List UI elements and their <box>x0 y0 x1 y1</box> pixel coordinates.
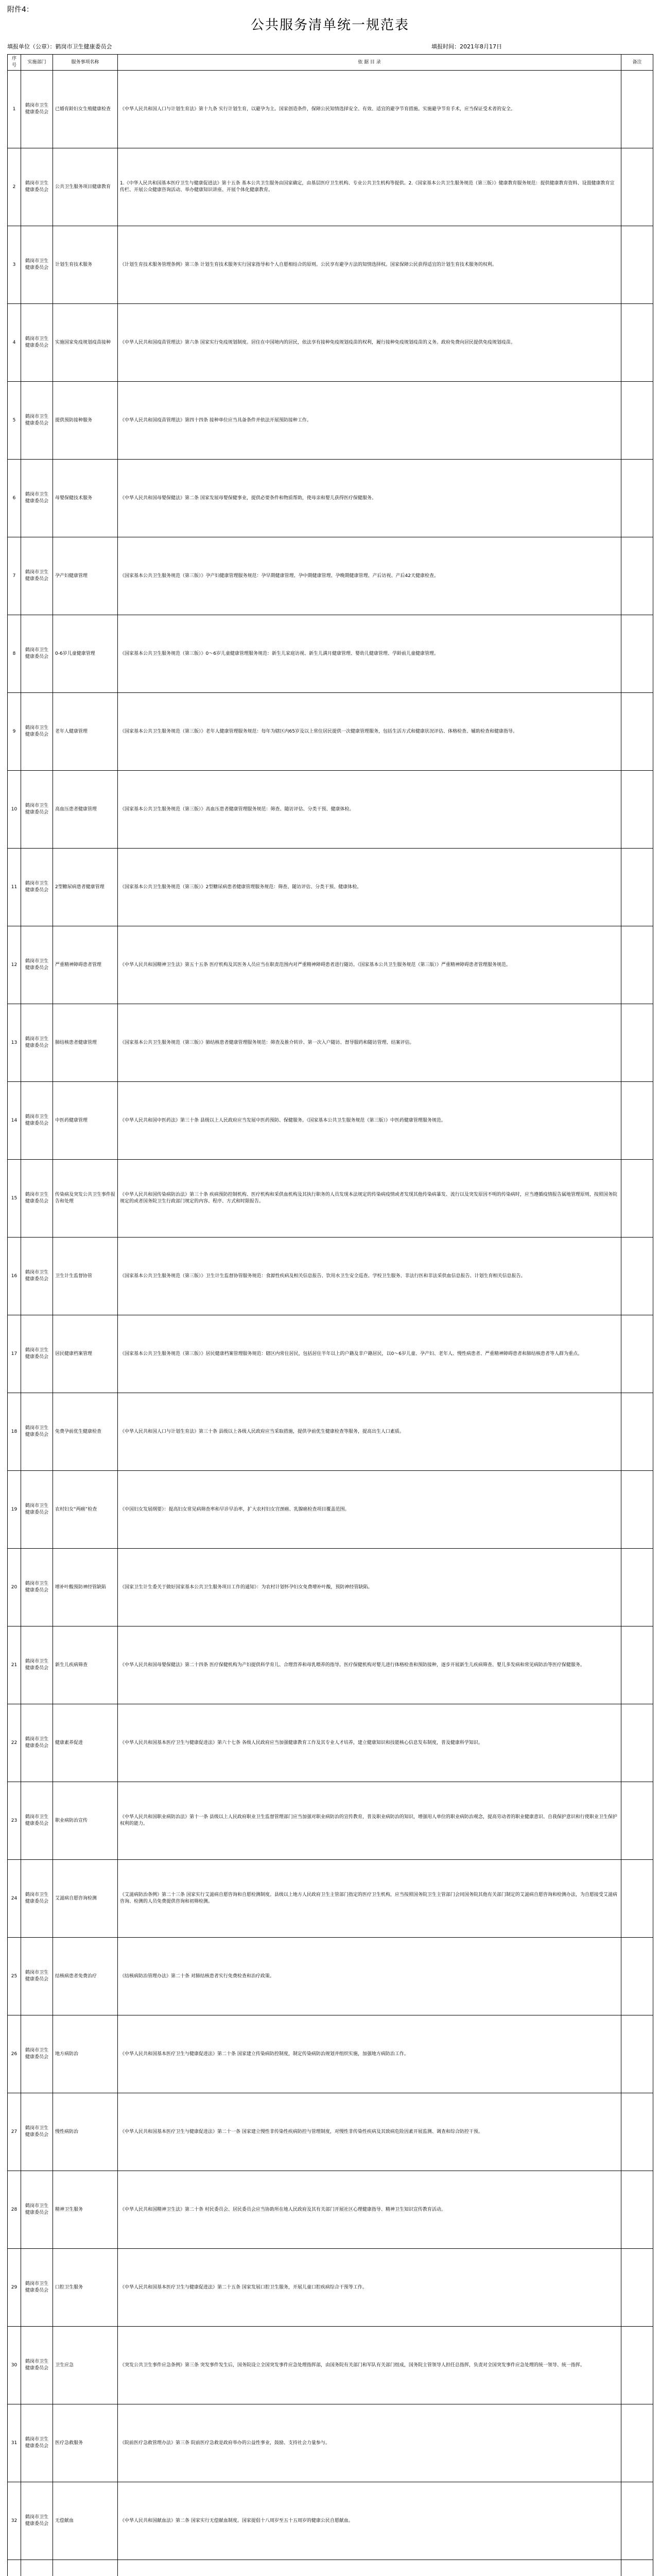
row-service-name: 孕产妇健康管理 <box>53 537 118 615</box>
row-index: 4 <box>8 304 21 382</box>
row-service-name: 职业病防治宣传 <box>53 1782 118 1860</box>
table-row <box>8 693 653 771</box>
row-basis: 《国家基本公共卫生服务规范（第三版）》0～6岁儿童健康管理服务规范：新生儿家庭访视、新生儿满月健康管理、婴幼儿健康管理、学龄前儿童健康管理。 <box>118 615 621 693</box>
row-index: 20 <box>8 1549 21 1626</box>
row-note <box>621 1782 653 1860</box>
row-basis: 《国家基本公共卫生服务规范（第三版）》居民健康档案管理服务规范：辖区内常住居民，包括居住半年以上的户籍及非户籍居民，以0～6岁儿童、孕产妇、老年人、慢性病患者、严重精神障碍患者和肺结核患者等人群为重点。 <box>118 1315 621 1393</box>
row-note <box>621 1315 653 1393</box>
row-service-name: 结核病患者免费治疗 <box>53 1938 118 2015</box>
row-service-name: 免费孕前优生健康检查 <box>53 1393 118 1471</box>
row-note <box>621 2171 653 2249</box>
row-note <box>621 2249 653 2327</box>
row-service-name: 高血压患者健康管理 <box>53 771 118 849</box>
row-index <box>8 2560 21 2576</box>
row-index: 19 <box>8 1471 21 1549</box>
header-name: 服务事项名称 <box>53 55 118 71</box>
row-dept: 鹤岗市卫生健康委员会 <box>21 1160 53 1238</box>
table-row <box>8 382 653 460</box>
table-row <box>8 148 653 226</box>
row-index: 1 <box>8 71 21 148</box>
table-row <box>8 1393 653 1471</box>
row-note <box>621 615 653 693</box>
header-basis: 依 据 目 录 <box>118 55 621 71</box>
row-index: 6 <box>8 460 21 537</box>
table-row <box>8 1471 653 1549</box>
table-row <box>8 2015 653 2093</box>
table-row <box>8 771 653 849</box>
row-basis: 《国家卫生计生委关于做好国家基本公共卫生服务项目工作的通知》：为农村计划怀孕妇女免费增补叶酸，预防神经管缺陷。 <box>118 1549 621 1626</box>
row-dept: 鹤岗市卫生健康委员会 <box>21 2482 53 2560</box>
row-index: 28 <box>8 2171 21 2249</box>
table-row <box>8 1938 653 2015</box>
attachment-label: 附件4： <box>7 6 33 14</box>
row-index: 3 <box>8 226 21 304</box>
row-note <box>621 1238 653 1315</box>
row-service-name: 0-6岁儿童健康管理 <box>53 615 118 693</box>
table-row <box>8 1549 653 1626</box>
row-note <box>621 1704 653 1782</box>
table-row <box>8 1082 653 1160</box>
table-row <box>8 537 653 615</box>
row-basis: 《国家基本公共卫生服务规范（第三版）》孕产妇健康管理服务规范：孕早期健康管理、孕中期健康管理、孕晚期健康管理、产后访视、产后42天健康检查。 <box>118 537 621 615</box>
row-index: 29 <box>8 2249 21 2327</box>
row-index: 23 <box>8 1782 21 1860</box>
row-basis: 《中华人民共和国职业病防治法》第十一条 县级以上人民政府职业卫生监督管理部门应当加强对职业病防治的宣传教育，普及职业病防治的知识，增强用人单位的职业病防治观念，提高劳动者的职业健康意识、自我保护意识和行使职业卫生保护权利的能力。 <box>118 1782 621 1860</box>
table-row <box>8 1160 653 1238</box>
row-basis: 1.《中华人民共和国基本医疗卫生与健康促进法》第十五条 基本公共卫生服务由国家确定，由基层医疗卫生机构、专业公共卫生机构等提供。2.《国家基本公共卫生服务规范（第三版）》健康教育服务规范：提供健康教育资料、设置健康教育宣传栏、开展公众健康咨询活动、举办健康知识讲座、开展个体化健康教育。 <box>118 148 621 226</box>
row-index: 5 <box>8 382 21 460</box>
table-row <box>8 2404 653 2482</box>
row-dept: 鹤岗市卫生健康委员会 <box>21 1626 53 1704</box>
row-basis: 《中华人民共和国基本医疗卫生与健康促进法》第二十五条 国家发展口腔卫生服务，开展儿童口腔疾病综合干预等工作。 <box>118 2249 621 2327</box>
row-service-name: 计划生育技术服务 <box>53 226 118 304</box>
row-index: 30 <box>8 2327 21 2404</box>
row-note <box>621 1160 653 1238</box>
row-service-name: 肺结核患者健康管理 <box>53 1004 118 1082</box>
row-note <box>621 1082 653 1160</box>
table-body <box>8 71 653 2576</box>
row-dept: 鹤岗市卫生健康委员会 <box>21 1938 53 2015</box>
header-index: 序号 <box>8 55 21 71</box>
row-dept: 鹤岗市卫生健康委员会 <box>21 2249 53 2327</box>
row-dept: 鹤岗市卫生健康委员会 <box>21 537 53 615</box>
row-note <box>621 1860 653 1938</box>
row-note <box>621 2093 653 2171</box>
row-basis: 《中华人民共和国基本医疗卫生与健康促进法》第二十条 国家建立传染病防控制度，制定传染病防治规划并组织实施，加强地方病防治工作。 <box>118 2015 621 2093</box>
header-note: 备注 <box>621 55 653 71</box>
table-row <box>8 1004 653 1082</box>
row-basis: 《中华人民共和国母婴保健法》第二条 国家发展母婴保健事业，提供必要条件和物质帮助，使母亲和婴儿获得医疗保健服务。 <box>118 460 621 537</box>
row-basis: 《中华人民共和国人口与计划生育法》第三十条 县级以上各级人民政府应当采取措施，提供孕前优生健康检查等服务，提高出生人口素质。 <box>118 1393 621 1471</box>
row-index: 32 <box>8 2482 21 2560</box>
row-service-name: 提供预防接种服务 <box>53 382 118 460</box>
row-note <box>621 771 653 849</box>
table-row <box>8 849 653 926</box>
row-basis: 《中华人民共和国人口与计划生育法》第十九条 实行计划生育，以避孕为主。国家创造条件，保障公民知情选择安全、有效、适宜的避孕节育措施。实施避孕节育手术，应当保证受术者的安全。 <box>118 71 621 148</box>
row-dept: 鹤岗市卫生健康委员会 <box>21 1549 53 1626</box>
row-basis: 《中华人民共和国传染病防治法》第三十条 疾病预防控制机构、医疗机构和采供血机构及其执行职务的人员发现本法规定的传染病疫情或者发现其他传染病暴发、流行以及突发原因不明的传染病时，应当遵循疫情报告属地管理原则，按照国务院规定的或者国务院卫生行政部门规定的内容、程序、方式和时限报告。 <box>118 1160 621 1238</box>
row-basis: 《国家基本公共卫生服务规范（第三版）》肺结核患者健康管理服务规范：筛查及推介转诊、第一次入户随访、督导服药和随访管理、结案评估。 <box>118 1004 621 1082</box>
row-basis: 《中华人民共和国精神卫生法》第五十五条 医疗机构及其医务人员应当在职责范围内对严重精神障碍患者进行随访。《国家基本公共卫生服务规范（第三版）》严重精神障碍患者管理服务规范。 <box>118 926 621 1004</box>
row-dept: 鹤岗市卫生健康委员会 <box>21 71 53 148</box>
row-basis: 《国家基本公共卫生服务规范（第三版）》2型糖尿病患者健康管理服务规范：筛查、随访评估、分类干预、健康体检。 <box>118 849 621 926</box>
row-basis <box>118 2560 621 2576</box>
row-note <box>621 1393 653 1471</box>
row-service-name: 已婚育龄妇女生殖健康检查 <box>53 71 118 148</box>
row-note <box>621 304 653 382</box>
row-basis: 《中华人民共和国疫苗管理法》第四十四条 接种单位应当具备条件并依法开展预防接种工作。 <box>118 382 621 460</box>
row-index: 8 <box>8 615 21 693</box>
table-row <box>8 2560 653 2576</box>
row-dept: 鹤岗市卫生健康委员会 <box>21 1082 53 1160</box>
table-header-row <box>8 55 653 71</box>
row-dept: 鹤岗市卫生健康委员会 <box>21 1315 53 1393</box>
table-row <box>8 2249 653 2327</box>
row-dept: 鹤岗市卫生健康委员会 <box>21 382 53 460</box>
row-basis: 《中华人民共和国基本医疗卫生与健康促进法》第二十一条 国家建立慢性非传染性疾病防控与管理制度，对慢性非传染性疾病及其致病危险因素开展监测、调查和综合防控干预。 <box>118 2093 621 2171</box>
row-service-name: 增补叶酸预防神经管缺陷 <box>53 1549 118 1626</box>
table-row <box>8 2093 653 2171</box>
page-title: 公共服务清单统一规范表 <box>250 18 409 33</box>
row-index: 21 <box>8 1626 21 1704</box>
row-index: 12 <box>8 926 21 1004</box>
row-service-name: 居民健康档案管理 <box>53 1315 118 1393</box>
row-dept: 鹤岗市卫生健康委员会 <box>21 2171 53 2249</box>
row-dept: 鹤岗市卫生健康委员会 <box>21 460 53 537</box>
row-service-name: 卫生计生监督协管 <box>53 1238 118 1315</box>
row-note <box>621 693 653 771</box>
row-basis: 《中华人民共和国疫苗管理法》第六条 国家实行免疫规划制度。居住在中国境内的居民，依法享有接种免疫规划疫苗的权利，履行接种免疫规划疫苗的义务。政府免费向居民提供免疫规划疫苗。 <box>118 304 621 382</box>
row-service-name: 地方病防治 <box>53 2015 118 2093</box>
row-note <box>621 226 653 304</box>
row-note <box>621 2404 653 2482</box>
row-note <box>621 1549 653 1626</box>
row-service-name: 卫生应急 <box>53 2327 118 2404</box>
row-index: 24 <box>8 1860 21 1938</box>
row-index: 13 <box>8 1004 21 1082</box>
row-basis: 《艾滋病防治条例》第二十三条 国家实行艾滋病自愿咨询和自愿检测制度。县级以上地方人民政府卫生主管部门指定的医疗卫生机构，应当按照国务院卫生主管部门会同国务院其他有关部门制定的艾滋病自愿咨询和检测办法，为自愿接受艾滋病咨询、检测的人员免费提供咨询和初筛检测。 <box>118 1860 621 1938</box>
row-note <box>621 2482 653 2560</box>
filling-date: 填报时间：2021年8月17日 <box>431 43 502 50</box>
table-row <box>8 2482 653 2560</box>
row-index: 16 <box>8 1238 21 1315</box>
service-list-table <box>7 54 653 2576</box>
row-dept: 鹤岗市卫生健康委员会 <box>21 693 53 771</box>
row-index: 2 <box>8 148 21 226</box>
row-basis: 《中华人民共和国母婴保健法》第二十四条 医疗保健机构为产妇提供科学育儿、合理营养和母乳喂养的指导。医疗保健机构对婴儿进行体格检查和预防接种，逐步开展新生儿疾病筛查、婴儿多发病和常见病防治等医疗保健服务。 <box>118 1626 621 1704</box>
row-service-name: 公共卫生服务项目健康教育 <box>53 148 118 226</box>
filling-unit: 填报单位（公章）：鹤岗市卫生健康委员会 <box>7 43 112 50</box>
table-row <box>8 1704 653 1782</box>
row-dept <box>21 2560 53 2576</box>
row-dept: 鹤岗市卫生健康委员会 <box>21 2404 53 2482</box>
row-service-name: 医疗急救服务 <box>53 2404 118 2482</box>
row-note <box>621 2015 653 2093</box>
row-basis: 《突发公共卫生事件应急条例》第三条 突发事件发生后，国务院设立全国突发事件应急处理指挥部，由国务院有关部门和军队有关部门组成，国务院主管领导人担任总指挥，负责对全国突发事件应急处理的统一领导、统一指挥。 <box>118 2327 621 2404</box>
row-service-name: 健康素养促进 <box>53 1704 118 1782</box>
table-row <box>8 1315 653 1393</box>
row-dept: 鹤岗市卫生健康委员会 <box>21 2093 53 2171</box>
row-index: 25 <box>8 1938 21 2015</box>
row-note <box>621 2327 653 2404</box>
row-dept: 鹤岗市卫生健康委员会 <box>21 1782 53 1860</box>
row-service-name: 母婴保健技术服务 <box>53 460 118 537</box>
row-note <box>621 382 653 460</box>
row-index: 27 <box>8 2093 21 2171</box>
row-service-name: 传染病及突发公共卫生事件报告和处理 <box>53 1160 118 1238</box>
row-service-name: 中医药健康管理 <box>53 1082 118 1160</box>
row-index: 18 <box>8 1393 21 1471</box>
row-service-name: 严重精神障碍患者管理 <box>53 926 118 1004</box>
row-index: 31 <box>8 2404 21 2482</box>
table-row <box>8 2327 653 2404</box>
header-dept: 实施部门 <box>21 55 53 71</box>
row-basis: 《国家基本公共卫生服务规范（第三版）》高血压患者健康管理服务规范：筛查、随访评估、分类干预、健康体检。 <box>118 771 621 849</box>
table-row <box>8 1782 653 1860</box>
row-index: 10 <box>8 771 21 849</box>
row-dept: 鹤岗市卫生健康委员会 <box>21 1860 53 1938</box>
row-dept: 鹤岗市卫生健康委员会 <box>21 2015 53 2093</box>
row-index: 7 <box>8 537 21 615</box>
row-index: 26 <box>8 2015 21 2093</box>
table-row <box>8 71 653 148</box>
row-index: 22 <box>8 1704 21 1782</box>
row-basis: 《中国妇女发展纲要》：提高妇女常见病筛查率和早诊早治率，扩大农村妇女宫颈癌、乳腺癌检查项目覆盖范围。 <box>118 1471 621 1549</box>
row-service-name: 2型糖尿病患者健康管理 <box>53 849 118 926</box>
table-row <box>8 615 653 693</box>
row-note <box>621 1004 653 1082</box>
row-dept: 鹤岗市卫生健康委员会 <box>21 1393 53 1471</box>
row-service-name: 慢性病防治 <box>53 2093 118 2171</box>
row-note <box>621 1938 653 2015</box>
table-row <box>8 2171 653 2249</box>
row-service-name: 艾滋病自愿咨询检测 <box>53 1860 118 1938</box>
row-basis: 《中华人民共和国献血法》第二条 国家实行无偿献血制度。国家提倡十八周岁至五十五周岁的健康公民自愿献血。 <box>118 2482 621 2560</box>
row-service-name: 老年人健康管理 <box>53 693 118 771</box>
row-note <box>621 926 653 1004</box>
row-service-name <box>53 2560 118 2576</box>
row-dept: 鹤岗市卫生健康委员会 <box>21 771 53 849</box>
row-index: 15 <box>8 1160 21 1238</box>
row-note <box>621 1626 653 1704</box>
row-basis: 《结核病防治管理办法》第二十条 对肺结核患者实行免费检查和治疗政策。 <box>118 1938 621 2015</box>
table-row <box>8 926 653 1004</box>
row-dept: 鹤岗市卫生健康委员会 <box>21 1238 53 1315</box>
row-basis: 《中华人民共和国基本医疗卫生与健康促进法》第六十七条 各级人民政府应当加强健康教育工作及其专业人才培养，建立健康知识和技能核心信息发布制度，普及健康科学知识。 <box>118 1704 621 1782</box>
row-note <box>621 2560 653 2576</box>
row-dept: 鹤岗市卫生健康委员会 <box>21 304 53 382</box>
row-note <box>621 148 653 226</box>
row-note <box>621 849 653 926</box>
row-service-name: 实施国家免疫规划疫苗接种 <box>53 304 118 382</box>
row-dept: 鹤岗市卫生健康委员会 <box>21 226 53 304</box>
row-basis: 《国家基本公共卫生服务规范（第三版）》卫生计生监督协管服务规范：食源性疾病及相关信息报告、饮用水卫生安全巡查、学校卫生服务、非法行医和非法采供血信息报告、计划生育相关信息报告。 <box>118 1238 621 1315</box>
row-service-name: 农村妇女“两癌”检查 <box>53 1471 118 1549</box>
table-row <box>8 460 653 537</box>
row-service-name: 精神卫生服务 <box>53 2171 118 2249</box>
row-note <box>621 460 653 537</box>
row-note <box>621 1471 653 1549</box>
table-row <box>8 1860 653 1938</box>
table-row <box>8 304 653 382</box>
row-basis: 《中华人民共和国中医药法》第三十条 县级以上人民政府应当发展中医药预防、保健服务。《国家基本公共卫生服务规范（第三版）》中医药健康管理服务规范。 <box>118 1082 621 1160</box>
row-basis: 《计划生育技术服务管理条例》第三条 计划生育技术服务实行国家指导和个人自愿相结合的原则。公民享有避孕方法的知情选择权。国家保障公民获得适宜的计划生育技术服务的权利。 <box>118 226 621 304</box>
row-dept: 鹤岗市卫生健康委员会 <box>21 2327 53 2404</box>
row-dept: 鹤岗市卫生健康委员会 <box>21 1004 53 1082</box>
row-dept: 鹤岗市卫生健康委员会 <box>21 1704 53 1782</box>
table-row <box>8 1238 653 1315</box>
row-index: 17 <box>8 1315 21 1393</box>
row-dept: 鹤岗市卫生健康委员会 <box>21 1471 53 1549</box>
row-dept: 鹤岗市卫生健康委员会 <box>21 148 53 226</box>
row-dept: 鹤岗市卫生健康委员会 <box>21 849 53 926</box>
row-index: 14 <box>8 1082 21 1160</box>
row-note <box>621 71 653 148</box>
row-basis: 《国家基本公共卫生服务规范（第三版）》老年人健康管理服务规范：每年为辖区内65岁及以上常住居民提供一次健康管理服务，包括生活方式和健康状况评估、体格检查、辅助检查和健康指导。 <box>118 693 621 771</box>
table-row <box>8 1626 653 1704</box>
row-index: 9 <box>8 693 21 771</box>
row-service-name: 无偿献血 <box>53 2482 118 2560</box>
row-basis: 《院前医疗急救管理办法》第三条 院前医疗急救是政府举办的公益性事业，鼓励、支持社会力量参与。 <box>118 2404 621 2482</box>
row-service-name: 口腔卫生服务 <box>53 2249 118 2327</box>
row-dept: 鹤岗市卫生健康委员会 <box>21 926 53 1004</box>
table-row <box>8 226 653 304</box>
row-dept: 鹤岗市卫生健康委员会 <box>21 615 53 693</box>
row-note <box>621 537 653 615</box>
row-service-name: 新生儿疾病筛查 <box>53 1626 118 1704</box>
row-basis: 《中华人民共和国精神卫生法》第二十条 村民委员会、居民委员会应当协助所在地人民政府及其有关部门开展社区心理健康指导、精神卫生知识宣传教育活动。 <box>118 2171 621 2249</box>
row-index: 11 <box>8 849 21 926</box>
